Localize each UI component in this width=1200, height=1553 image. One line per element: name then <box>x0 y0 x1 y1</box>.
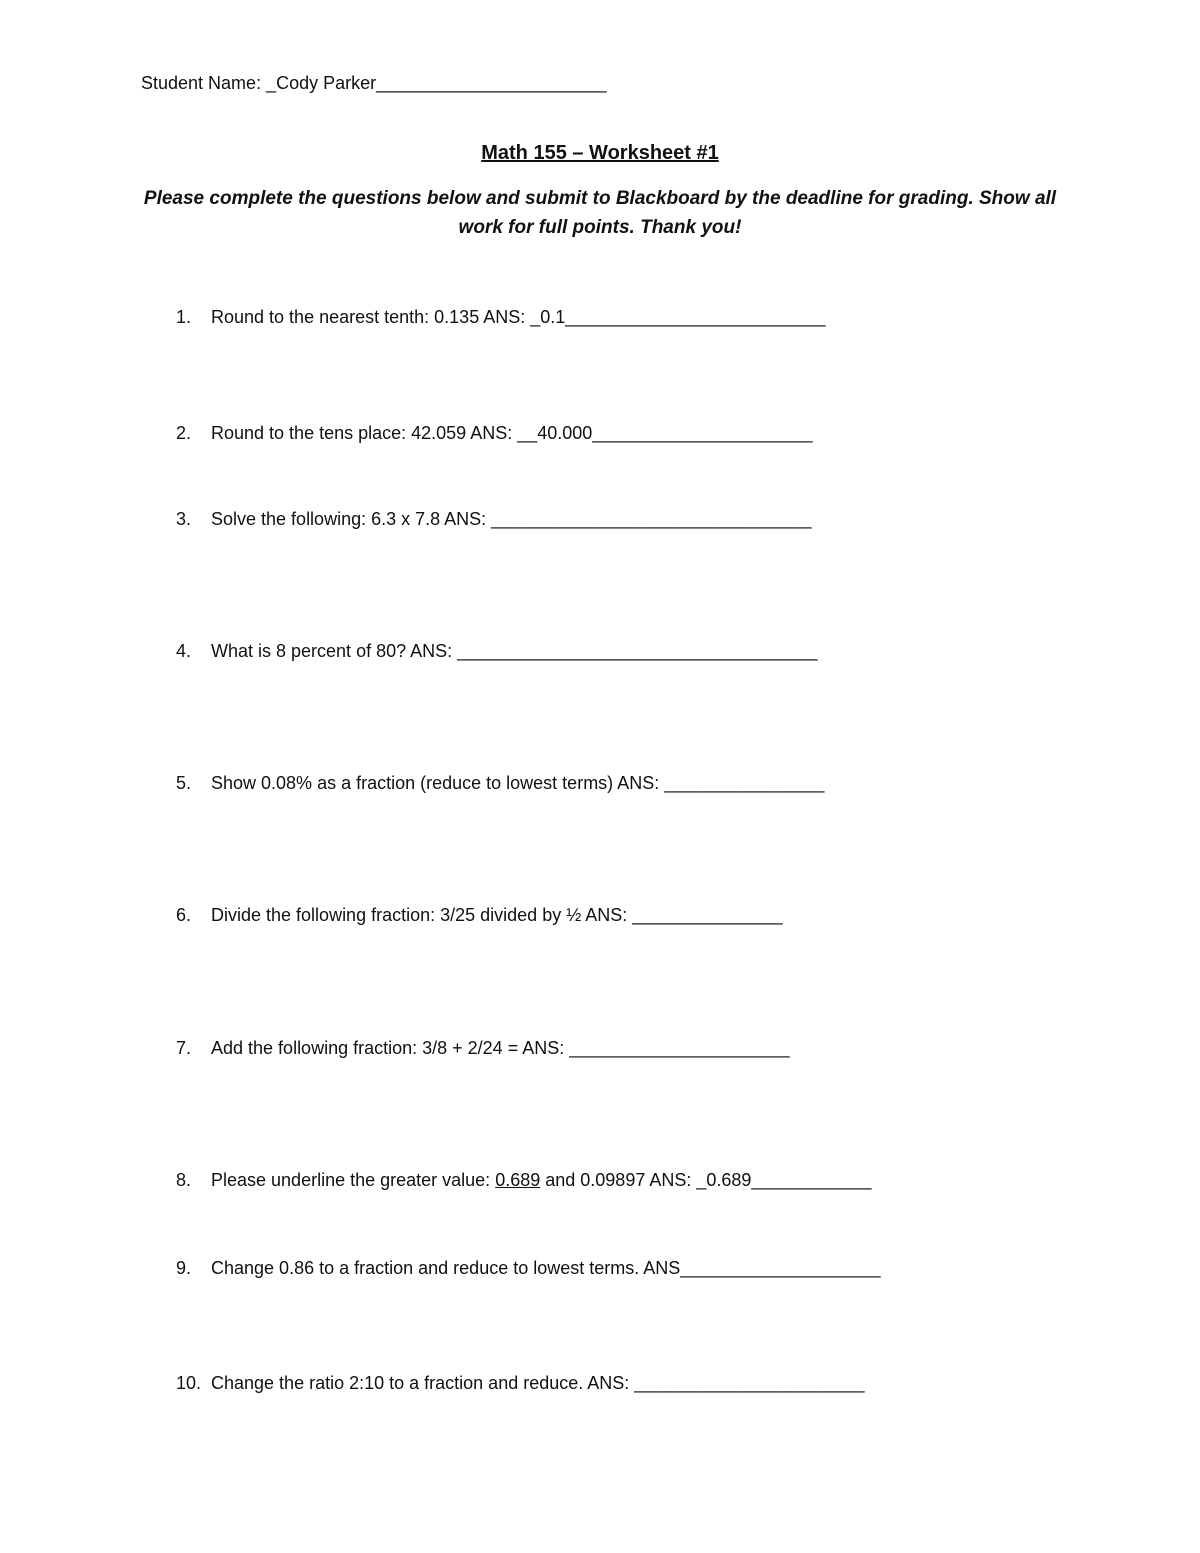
question-10 <box>176 1373 865 1394</box>
worksheet-title: Math 155 – Worksheet #1 <box>481 142 719 164</box>
question-number: 5. <box>176 773 192 793</box>
question-8 <box>176 1170 872 1191</box>
question-number: 4. <box>176 641 192 661</box>
question-text: Solve the following: 6.3 x 7.8 ANS: ________________________________ <box>211 509 812 529</box>
question-text-pre: Please underline the greater value: <box>211 1170 496 1190</box>
question-number: 3. <box>176 509 192 529</box>
question-text: Round to the tens place: 42.059 ANS: __40.000______________________ <box>211 423 813 443</box>
question-3 <box>176 509 812 530</box>
question-number: 9. <box>176 1258 192 1278</box>
underlined-value: 0.689 <box>495 1170 541 1190</box>
question-2 <box>176 423 813 444</box>
question-6 <box>176 905 782 926</box>
question-number: 2. <box>176 423 192 443</box>
question-4 <box>176 641 818 662</box>
student-name-value: _Cody Parker_______________________ <box>266 73 607 93</box>
question-text: Divide the following fraction: 3/25 divided by ½ ANS: _______________ <box>211 905 783 925</box>
question-7 <box>176 1038 789 1059</box>
question-9 <box>176 1258 880 1279</box>
student-name-line <box>141 73 606 94</box>
question-text: Change the ratio 2:10 to a fraction and reduce. ANS: _______________________ <box>211 1373 865 1393</box>
question-text: Round to the nearest tenth: 0.135 ANS: _0.1__________________________ <box>211 307 826 327</box>
question-1 <box>176 307 826 328</box>
question-5 <box>176 773 824 794</box>
question-number: 1. <box>176 307 192 327</box>
question-number: 7. <box>176 1038 192 1058</box>
instructions: Please complete the questions below and submit to Blackboard by the deadline for grading. Show all work for full points. Thank you! <box>143 188 1057 238</box>
question-number: 8. <box>176 1170 192 1190</box>
question-text: Change 0.86 to a fraction and reduce to lowest terms. ANS____________________ <box>211 1258 881 1278</box>
question-text: Add the following fraction: 3/8 + 2/24 = ANS: ______________________ <box>211 1038 790 1058</box>
question-number: 10. <box>176 1373 202 1393</box>
question-text: What is 8 percent of 80? ANS: ____________________________________ <box>211 641 818 661</box>
student-name-label: Student Name: <box>141 73 267 93</box>
question-number: 6. <box>176 905 192 925</box>
question-text-post: and 0.09897 ANS: _0.689____________ <box>540 1170 872 1190</box>
question-text: Show 0.08% as a fraction (reduce to lowest terms) ANS: ________________ <box>211 773 825 793</box>
